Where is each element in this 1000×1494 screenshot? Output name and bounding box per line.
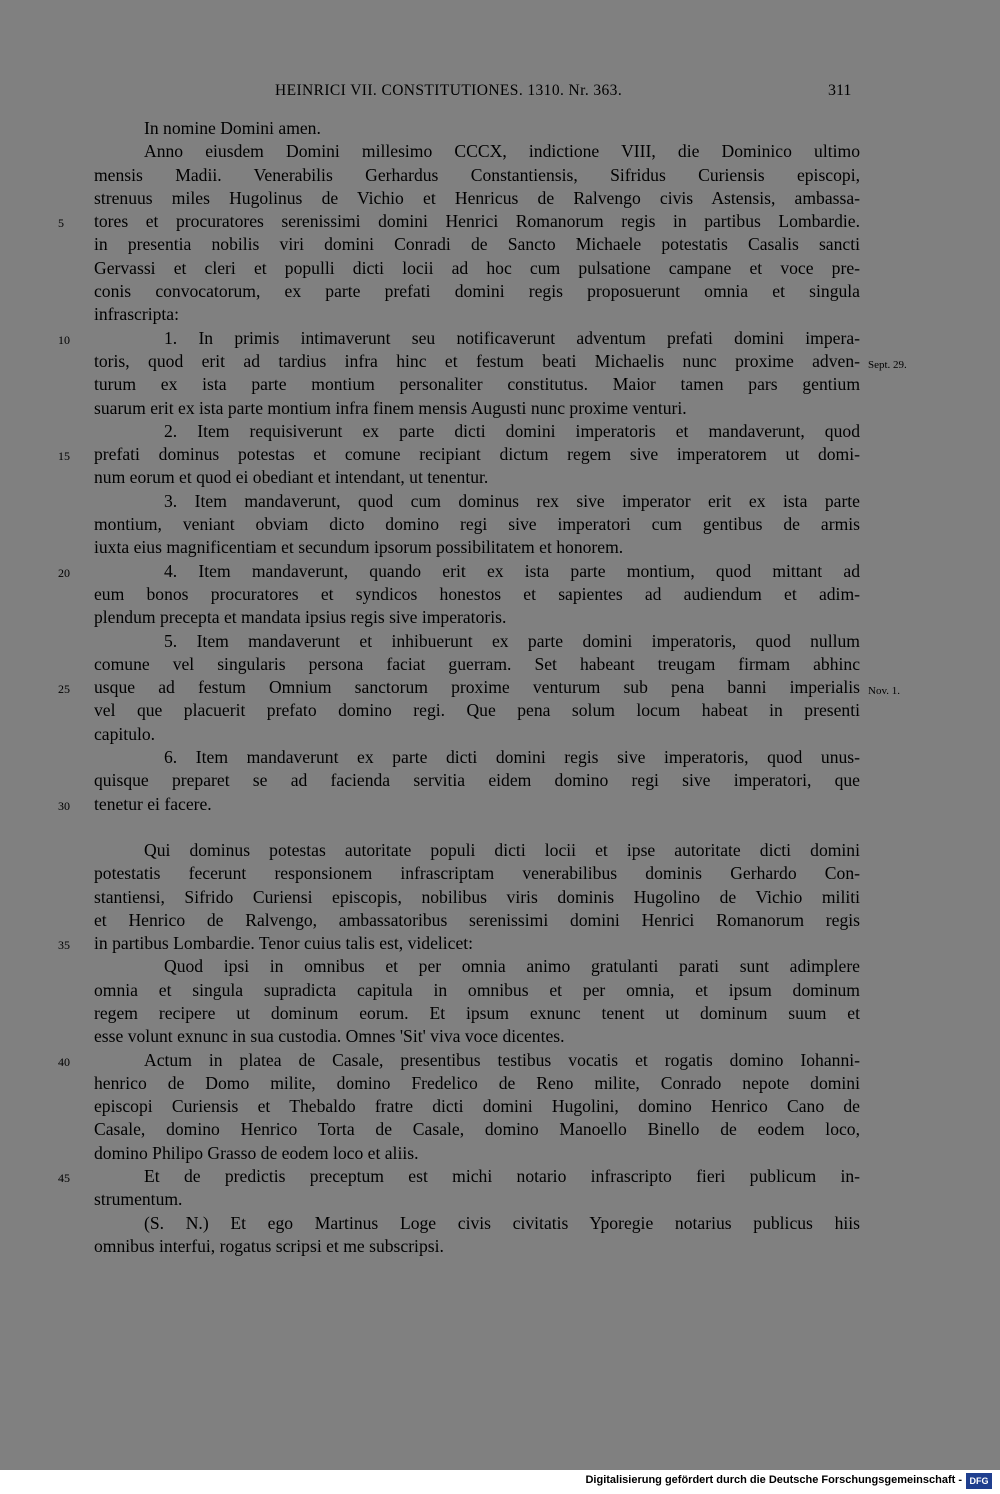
- text-line: [94, 490, 860, 513]
- text-line: [94, 257, 860, 280]
- margin-date-note: Nov. 1.: [868, 685, 900, 698]
- text-line: [94, 955, 860, 978]
- line-text: toris, quod erit ad tardius infra hinc et festum beati Michaelis nunc proxime adven-: [94, 350, 860, 371]
- line-text: domino Philipo Grasso de eodem loco et aliis.: [94, 1142, 419, 1163]
- document-body: [58, 117, 907, 1258]
- line-number: 30: [58, 798, 70, 813]
- line-text: Gervassi et cleri et populli dicti locii ad hoc cum pulsatione campane et voce pre-: [94, 257, 860, 278]
- text-line: [94, 513, 860, 536]
- line-text: num eorum et quod ei obediant et intendant, ut tenentur.: [94, 467, 489, 488]
- text-line: [94, 1142, 860, 1165]
- margin-date-note: Sept. 29.: [868, 358, 907, 371]
- text-line: [94, 979, 860, 1002]
- line-text: (S. N.) Et ego Martinus Loge civis civitatis Yporegie notarius publicus hiis: [144, 1212, 860, 1233]
- text-line: [94, 1002, 860, 1025]
- text-line: [94, 699, 860, 722]
- line-text: tenetur ei facere.: [94, 793, 212, 814]
- text-line: [94, 886, 860, 909]
- line-text: In nomine Domini amen.: [144, 118, 321, 138]
- text-line: [94, 630, 860, 653]
- line-text: omnibus interfui, rogatus scripsi et me subscripsi.: [94, 1235, 444, 1256]
- line-number: 10: [58, 332, 70, 347]
- footer-bar: [0, 1470, 1000, 1494]
- line-text: Et de predictis preceptum est michi notario infrascripto fieri publicum in-: [144, 1166, 860, 1187]
- line-text: plendum precepta et mandata ipsius regis sive imperatoris.: [94, 607, 507, 628]
- line-text: infrascripta:: [94, 304, 179, 325]
- line-text: conis convocatorum, ex parte prefati domini regis proposuerunt omnia et singula: [94, 281, 860, 302]
- line-text: 1. In primis intimaverunt seu notificaverunt adventum prefati domini impera-: [164, 327, 860, 348]
- text-line: [94, 746, 860, 769]
- text-line: [94, 862, 860, 885]
- text-line: [94, 373, 860, 396]
- line-number: 20: [58, 565, 70, 580]
- line-text: Qui dominus potestas autoritate populi dicti locii et ipse autoritate dicti domini: [144, 839, 860, 860]
- text-line: [58, 443, 860, 466]
- dfg-logo-icon: DFG: [966, 1473, 992, 1489]
- text-line: [58, 560, 860, 583]
- text-line: [94, 164, 860, 187]
- line-text: et Henrico de Ralvengo, ambassatoribus serenissimi domini Henrici Romanorum regis: [94, 909, 860, 930]
- line-text: quisque preparet se ad facienda servitia eidem domino regi sive imperatori, que: [94, 770, 860, 791]
- text-line: [94, 1095, 860, 1118]
- line-text: montium, veniant obviam dicto domino regi sive imperatori cum gentibus de armis: [94, 514, 860, 535]
- line-text: Quod ipsi in omnibus et per omnia animo gratulanti parati sunt adimplere: [164, 956, 860, 977]
- header-title: HEINRICI VII. CONSTITUTIONES. 1310. Nr. 363.: [275, 82, 623, 99]
- line-number: 15: [58, 449, 70, 464]
- line-text: omnia et singula supradicta capitula in omnibus et per omnia, et ipsum dominum: [94, 979, 860, 1000]
- text-line: [58, 793, 860, 816]
- page-number: 311: [828, 82, 852, 99]
- line-text: usque ad festum Omnium sanctorum proxime venturum sub pena banni imperialis: [94, 677, 860, 698]
- text-line: [94, 606, 860, 629]
- text-line: [94, 1212, 860, 1235]
- line-text: in presentia nobilis viri domini Conradi de Sancto Michaele potestatis Casalis sancti: [94, 234, 860, 255]
- line-text: in partibus Lombardie. Tenor cuius talis est, videlicet:: [94, 933, 474, 954]
- line-text: capitulo.: [94, 723, 156, 744]
- text-line: [94, 117, 860, 140]
- text-line: [94, 420, 860, 443]
- line-text: 5. Item mandaverunt et inhibuerunt ex parte domini imperatoris, quod nullum: [164, 630, 860, 651]
- text-line: [58, 1165, 860, 1188]
- text-line: [94, 280, 860, 303]
- line-text: 2. Item requisiverunt ex parte dicti domini imperatoris et mandaverunt, quod: [164, 420, 860, 441]
- line-text: potestatis fecerunt responsionem infrascriptam venerabilibus dominis Gerhardo Con-: [94, 863, 860, 884]
- line-number: 45: [58, 1171, 70, 1186]
- text-line: [58, 210, 860, 233]
- line-text: vel que placuerit prefato domino regi. Que pena solum locum habeat in presenti: [94, 700, 860, 721]
- text-line: [94, 187, 860, 210]
- line-text: 4. Item mandaverunt, quando erit ex ista parte montium, quod mittant ad: [164, 560, 860, 581]
- text-line: [58, 932, 860, 955]
- line-text: strumentum.: [94, 1189, 183, 1210]
- text-line: [94, 397, 860, 420]
- line-number: 5: [58, 216, 64, 231]
- line-text: turum ex ista parte montium personaliter constitutus. Maior tamen pars gentium: [94, 374, 860, 395]
- text-line: [94, 653, 860, 676]
- text-line: [58, 676, 900, 699]
- line-number: 40: [58, 1054, 70, 1069]
- text-line: [94, 140, 860, 163]
- line-text: henrico de Domo milite, domino Fredelico de Reno milite, Conrado nepote domini: [94, 1072, 860, 1093]
- text-line: [58, 1049, 860, 1072]
- line-text: Actum in platea de Casale, presentibus testibus vocatis et rogatis domino Iohanni-: [144, 1049, 860, 1070]
- line-text: stantiensi, Sifrido Curiensi episcopis, nobilibus viris dominis Hugolino de Vichio militi: [94, 886, 860, 907]
- line-text: episcopi Curiensis et Thebaldo fratre dicti domini Hugolini, domino Henrico Cano de: [94, 1096, 860, 1117]
- text-line: [58, 327, 860, 350]
- line-text: prefati dominus potestas et comune recipiant dictum regem sive imperatorem ut domi-: [94, 444, 860, 465]
- text-line: [94, 1188, 860, 1211]
- text-line: [94, 1235, 860, 1258]
- footer-credit: Digitalisierung gefördert durch die Deutsche Forschungsgemeinschaft -: [585, 1474, 962, 1486]
- running-header: [0, 82, 1000, 106]
- text-line: [94, 350, 907, 373]
- line-text: tores et procuratores serenissimi domini Henrici Romanorum regis in partibus Lombardie.: [94, 211, 860, 232]
- text-line: [94, 909, 860, 932]
- text-line: [94, 1072, 860, 1095]
- line-text: comune vel singularis persona faciat guerram. Set habeant treugam firmam abhinc: [94, 653, 860, 674]
- text-line: [94, 583, 860, 606]
- text-line: [94, 1118, 860, 1141]
- line-text: mensis Madii. Venerabilis Gerhardus Constantiensis, Sifridus Curiensis episcopi,: [94, 164, 860, 185]
- line-text: eum bonos procuratores et syndicos honestos et sapientes ad audiendum et adim-: [94, 583, 860, 604]
- line-text: iuxta eius magnificentiam et secundum ipsorum possibilitatem et honorem.: [94, 537, 624, 558]
- line-text: 6. Item mandaverunt ex parte dicti domini regis sive imperatoris, quod unus-: [164, 747, 860, 768]
- text-line: [94, 839, 860, 862]
- line-number: 35: [58, 938, 70, 953]
- text-line: [94, 1025, 860, 1048]
- line-text: suarum erit ex ista parte montium infra finem mensis Augusti nunc proxime venturi.: [94, 397, 687, 418]
- line-text: 3. Item mandaverunt, quod cum dominus rex sive imperator erit ex ista parte: [164, 490, 860, 511]
- text-line: [94, 769, 860, 792]
- text-line: [94, 536, 860, 559]
- text-line: [94, 233, 860, 256]
- line-text: strenuus miles Hugolinus de Vichio et Henricus de Ralvengo civis Astensis, ambassa-: [94, 187, 860, 208]
- line-text: Casale, domino Henrico Torta de Casale, domino Manoello Binello de eodem loco,: [94, 1119, 860, 1140]
- line-text: esse volunt exnunc in sua custodia. Omnes 'Sit' viva voce dicentes.: [94, 1026, 565, 1047]
- text-line: [94, 466, 860, 489]
- line-number: 25: [58, 682, 70, 697]
- text-line: [94, 303, 860, 326]
- text-line: [94, 723, 860, 746]
- line-text: Anno eiusdem Domini millesimo CCCX, indictione VIII, die Dominico ultimo: [144, 141, 860, 162]
- line-text: regem recipere ut dominum eorum. Et ipsum exnunc tenent ut dominum suum et: [94, 1002, 860, 1023]
- paragraph-gap: [94, 816, 860, 839]
